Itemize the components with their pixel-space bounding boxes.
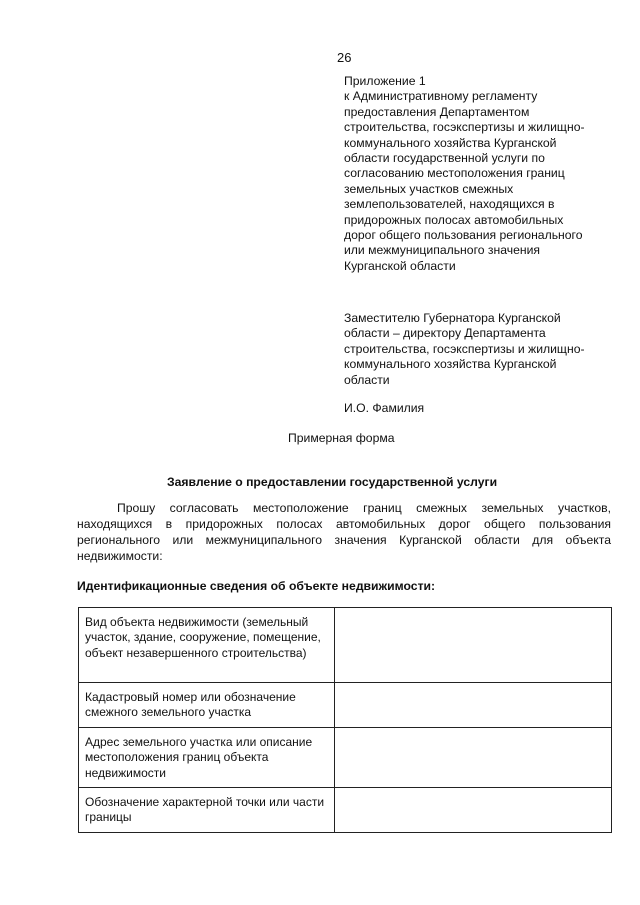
row-label: Адрес земельного участка или описание местоположения границ объекта недвижимости — [79, 727, 335, 787]
form-type-label: Примерная форма — [288, 431, 395, 445]
request-paragraph — [77, 500, 611, 564]
appendix-line: или межмуниципального значения — [344, 243, 541, 258]
paragraph-line: находящихся в придорожных полосах автомобильных дорог общего пользования — [77, 517, 611, 531]
appendix-line: строительства, госэкспертизы и жилищно- — [344, 120, 585, 135]
row-value-cell[interactable] — [335, 727, 612, 787]
addressee-line: области – директору Департамента — [344, 326, 546, 341]
signatory-name: И.О. Фамилия — [344, 401, 425, 415]
table-row — [79, 788, 612, 833]
row-value-cell[interactable] — [335, 788, 612, 833]
appendix-line: дорог общего пользования регионального — [344, 228, 583, 243]
row-value-cell[interactable] — [335, 608, 612, 683]
appendix-line: придорожных полосах автомобильных — [344, 212, 564, 227]
table-row — [79, 727, 612, 787]
addressee-line: коммунального хозяйства Курганской — [344, 357, 557, 372]
table-row — [79, 608, 612, 683]
paragraph-line: Прошу согласовать местоположение границ смежных земельных участков, — [117, 501, 611, 515]
page-number: 26 — [337, 50, 352, 65]
appendix-line: земельных участков смежных — [344, 181, 514, 196]
addressee-line: строительства, госэкспертизы и жилищно- — [344, 341, 585, 356]
addressee-line: области — [344, 372, 390, 387]
appendix-block — [344, 74, 614, 274]
document-title: Заявление о предоставлении государственной услуги — [167, 475, 498, 489]
appendix-line: области государственной услуги по — [344, 151, 545, 166]
appendix-line: Курганской области — [344, 258, 456, 273]
appendix-line: предоставления Департаментом — [344, 104, 530, 119]
table-row — [79, 683, 612, 728]
appendix-line: согласованию местоположения границ — [344, 166, 565, 181]
appendix-line: землепользователей, находящихся в — [344, 197, 555, 212]
row-label: Вид объекта недвижимости (земельный участок, здание, сооружение, помещение, объект незавершенного строительства) — [79, 608, 335, 683]
appendix-line: к Административному регламенту — [344, 89, 538, 104]
row-label: Кадастровый номер или обозначение смежного земельного участка — [79, 683, 335, 728]
appendix-line: коммунального хозяйства Курганской — [344, 135, 557, 150]
paragraph-line: регионального или межмуниципального значения Курганской области для объекта — [77, 533, 611, 547]
row-value-cell[interactable] — [335, 683, 612, 728]
addressee-line: Заместителю Губернатора Курганской — [344, 311, 561, 325]
identification-table — [78, 607, 612, 833]
paragraph-line: недвижимости: — [77, 549, 163, 563]
addressee-block — [344, 311, 614, 388]
section-title: Идентификационные сведения об объекте недвижимости: — [77, 579, 436, 593]
appendix-line: Приложение 1 — [344, 74, 426, 88]
row-label: Обозначение характерной точки или части границы — [79, 788, 335, 833]
